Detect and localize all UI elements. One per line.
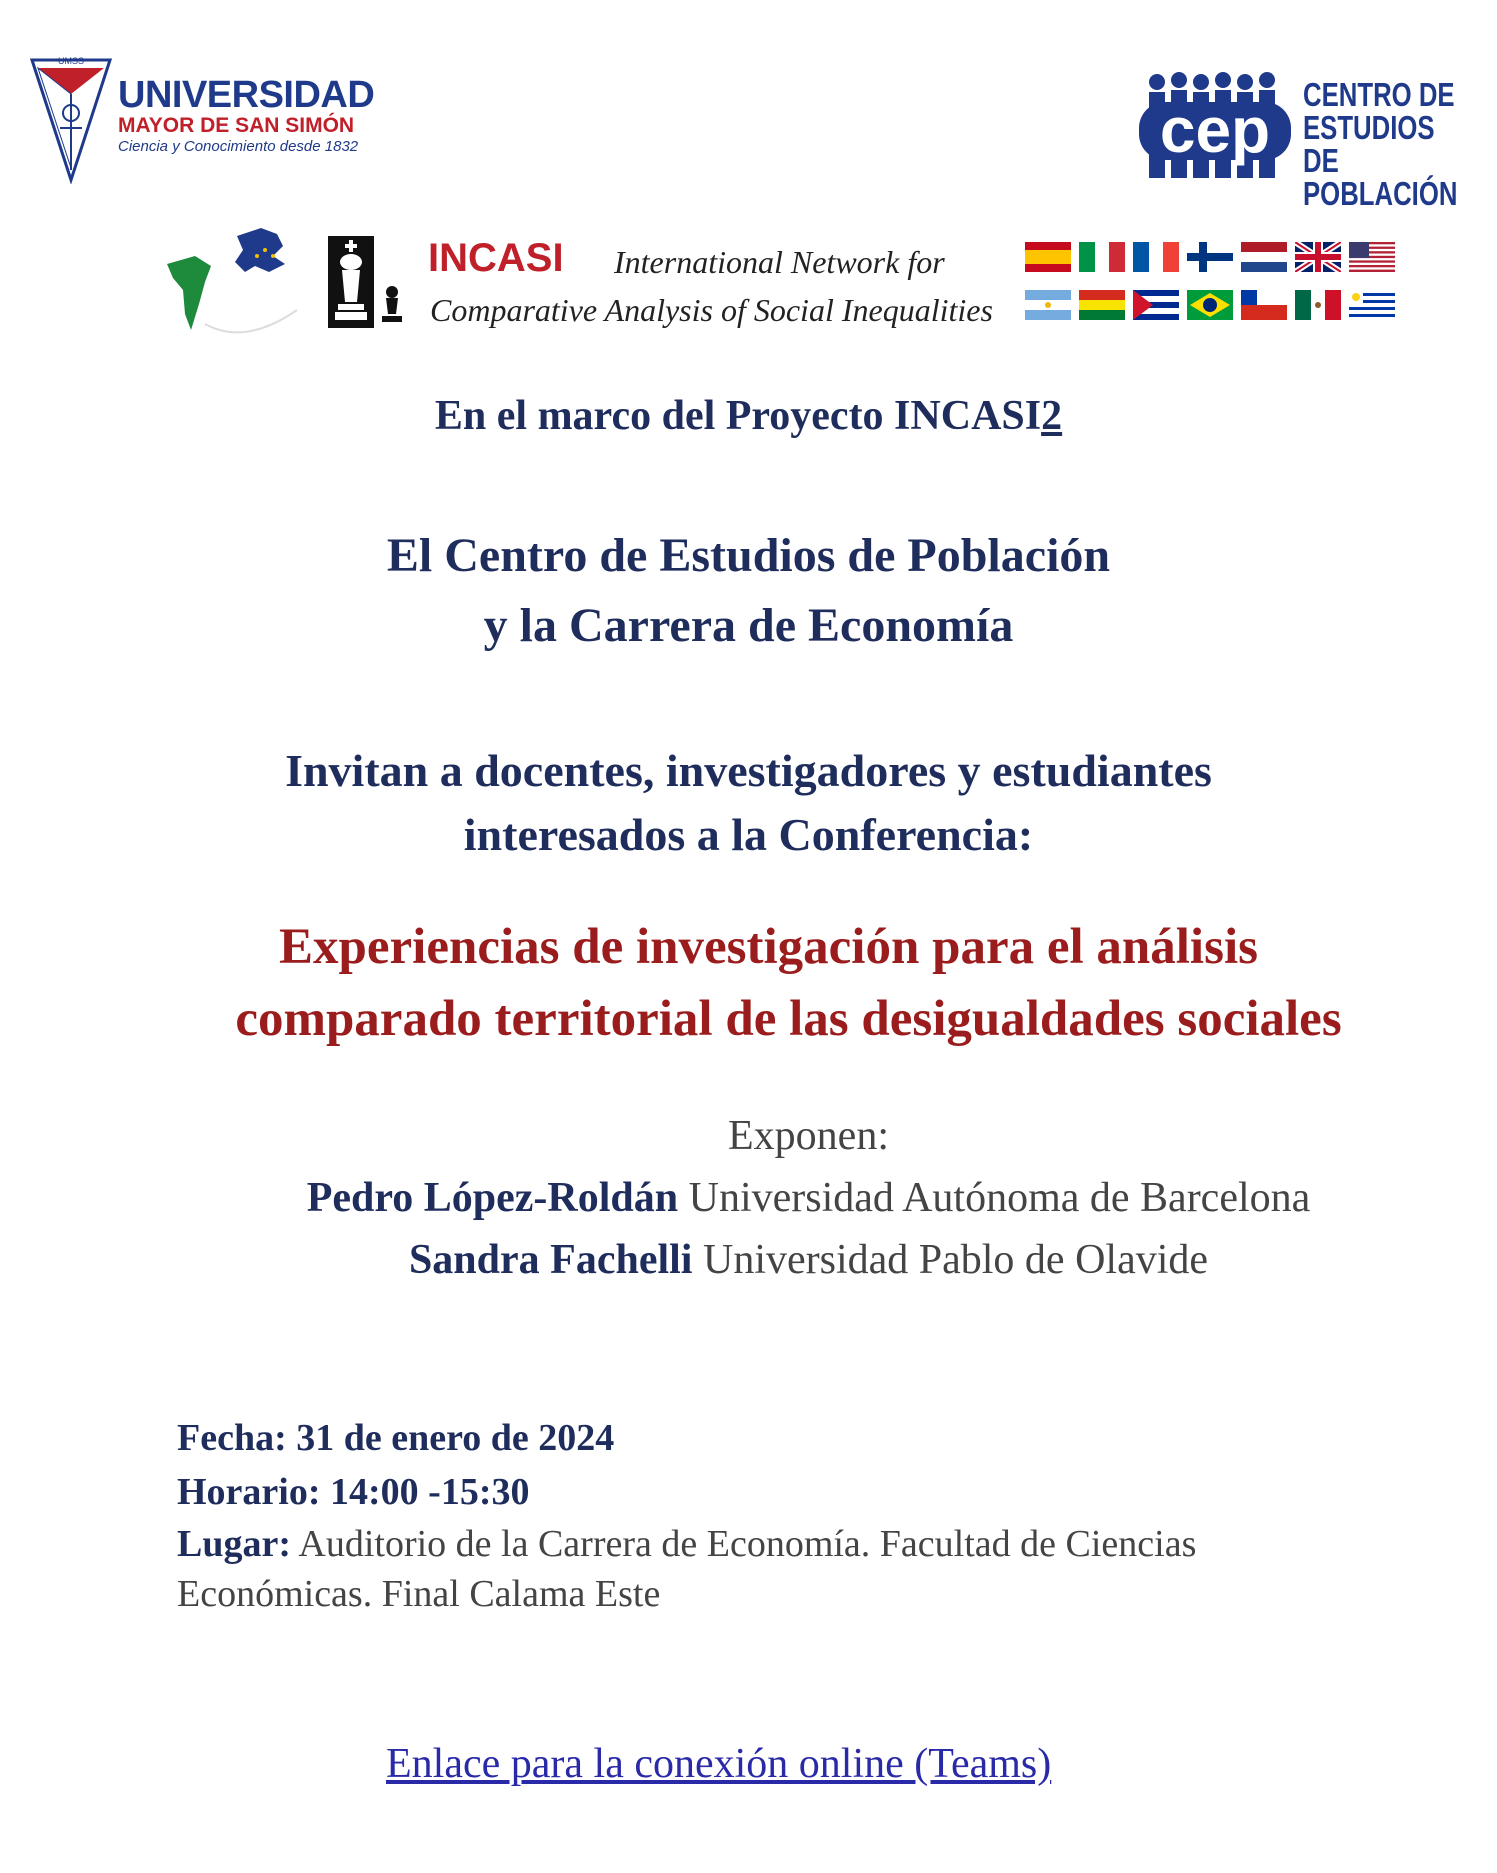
location-value-line2: Económicas. Final Calama Este xyxy=(177,1573,661,1615)
cep-label xyxy=(1303,78,1457,210)
incasi-tagline-line1: International Network for xyxy=(614,244,945,280)
speaker-name: Pedro López-Roldán xyxy=(306,1175,679,1221)
bolivia-flag xyxy=(1079,290,1125,320)
uk-flag xyxy=(1295,242,1341,272)
cep-people-icon xyxy=(1135,72,1295,182)
brazil-flag xyxy=(1187,290,1233,320)
umss-shield-icon xyxy=(30,58,112,184)
umss-logo xyxy=(30,58,375,186)
speaker-affiliation: Universidad Pablo de Olavide xyxy=(702,1237,1209,1283)
cuba-flag xyxy=(1133,290,1179,320)
chess-pieces-icon xyxy=(328,236,410,328)
speaker-affiliation: Universidad Autónoma de Barcelona xyxy=(688,1175,1311,1221)
speakers-heading: Exponen: xyxy=(728,1113,889,1159)
italy-flag xyxy=(1079,242,1125,272)
organizers-line2: y la Carrera de Economía xyxy=(483,599,1014,652)
spain-flag xyxy=(1025,242,1071,272)
cep-label-line1: CENTRO DE xyxy=(1303,76,1455,113)
teams-online-link[interactable]: Enlace para la conexión online (Teams) xyxy=(386,1741,1052,1787)
umss-title: UNIVERSIDAD xyxy=(118,74,375,116)
location-value-line1: Auditorio de la Carrera de Economía. Facultad de Ciencias xyxy=(298,1523,1197,1565)
uruguay-flag xyxy=(1349,290,1395,320)
speaker-row xyxy=(60,1174,1497,1222)
speaker-row xyxy=(60,1236,1497,1284)
date-value: 31 de enero de 2024 xyxy=(296,1417,615,1459)
location-row-continued xyxy=(177,1572,660,1616)
time-label: Horario: xyxy=(177,1471,321,1513)
umss-motto: Ciencia y Conocimiento desde 1832 xyxy=(118,138,359,155)
usa-flag xyxy=(1349,242,1395,272)
umss-abbr: UMSS xyxy=(58,56,85,66)
cep-label-line2: ESTUDIOS DE xyxy=(1303,109,1435,179)
date-label: Fecha: xyxy=(177,1417,287,1459)
date-row xyxy=(177,1416,614,1460)
incasi-name: INCASI xyxy=(428,236,564,280)
invitation-line2: interesados a la Conferencia: xyxy=(463,809,1034,860)
argentina-flag xyxy=(1025,290,1071,320)
invitation-line1: Invitan a docentes, investigadores y estudiantes xyxy=(285,745,1212,796)
conference-title-line2: comparado territorial de las desigualdades sociales xyxy=(235,991,1342,1047)
mexico-flag xyxy=(1295,290,1341,320)
cep-logo xyxy=(1135,72,1465,212)
project-number: 2 xyxy=(1041,393,1063,439)
location-row xyxy=(177,1522,1196,1566)
finland-flag xyxy=(1187,242,1233,272)
world-map-icon xyxy=(165,226,305,336)
umss-subtitle: MAYOR DE SAN SIMÓN xyxy=(118,114,355,137)
cep-acronym: cep xyxy=(1159,94,1271,166)
organizers-line1: El Centro de Estudios de Población xyxy=(386,529,1111,582)
incasi-tagline-line2: Comparative Analysis of Social Inequalities xyxy=(430,292,993,328)
netherlands-flag xyxy=(1241,242,1287,272)
time-value: 14:00 -15:30 xyxy=(330,1471,530,1513)
speaker-name: Sandra Fachelli xyxy=(408,1237,693,1283)
conference-title-line1: Experiencias de investigación para el análisis xyxy=(279,919,1258,975)
france-flag xyxy=(1133,242,1179,272)
project-line xyxy=(0,392,1497,440)
cep-label-line3: POBLACIÓN xyxy=(1303,175,1458,212)
location-label: Lugar: xyxy=(177,1523,291,1565)
project-prefix: En el marco del Proyecto INCASI xyxy=(434,393,1042,439)
chile-flag xyxy=(1241,290,1287,320)
time-row xyxy=(177,1470,529,1514)
